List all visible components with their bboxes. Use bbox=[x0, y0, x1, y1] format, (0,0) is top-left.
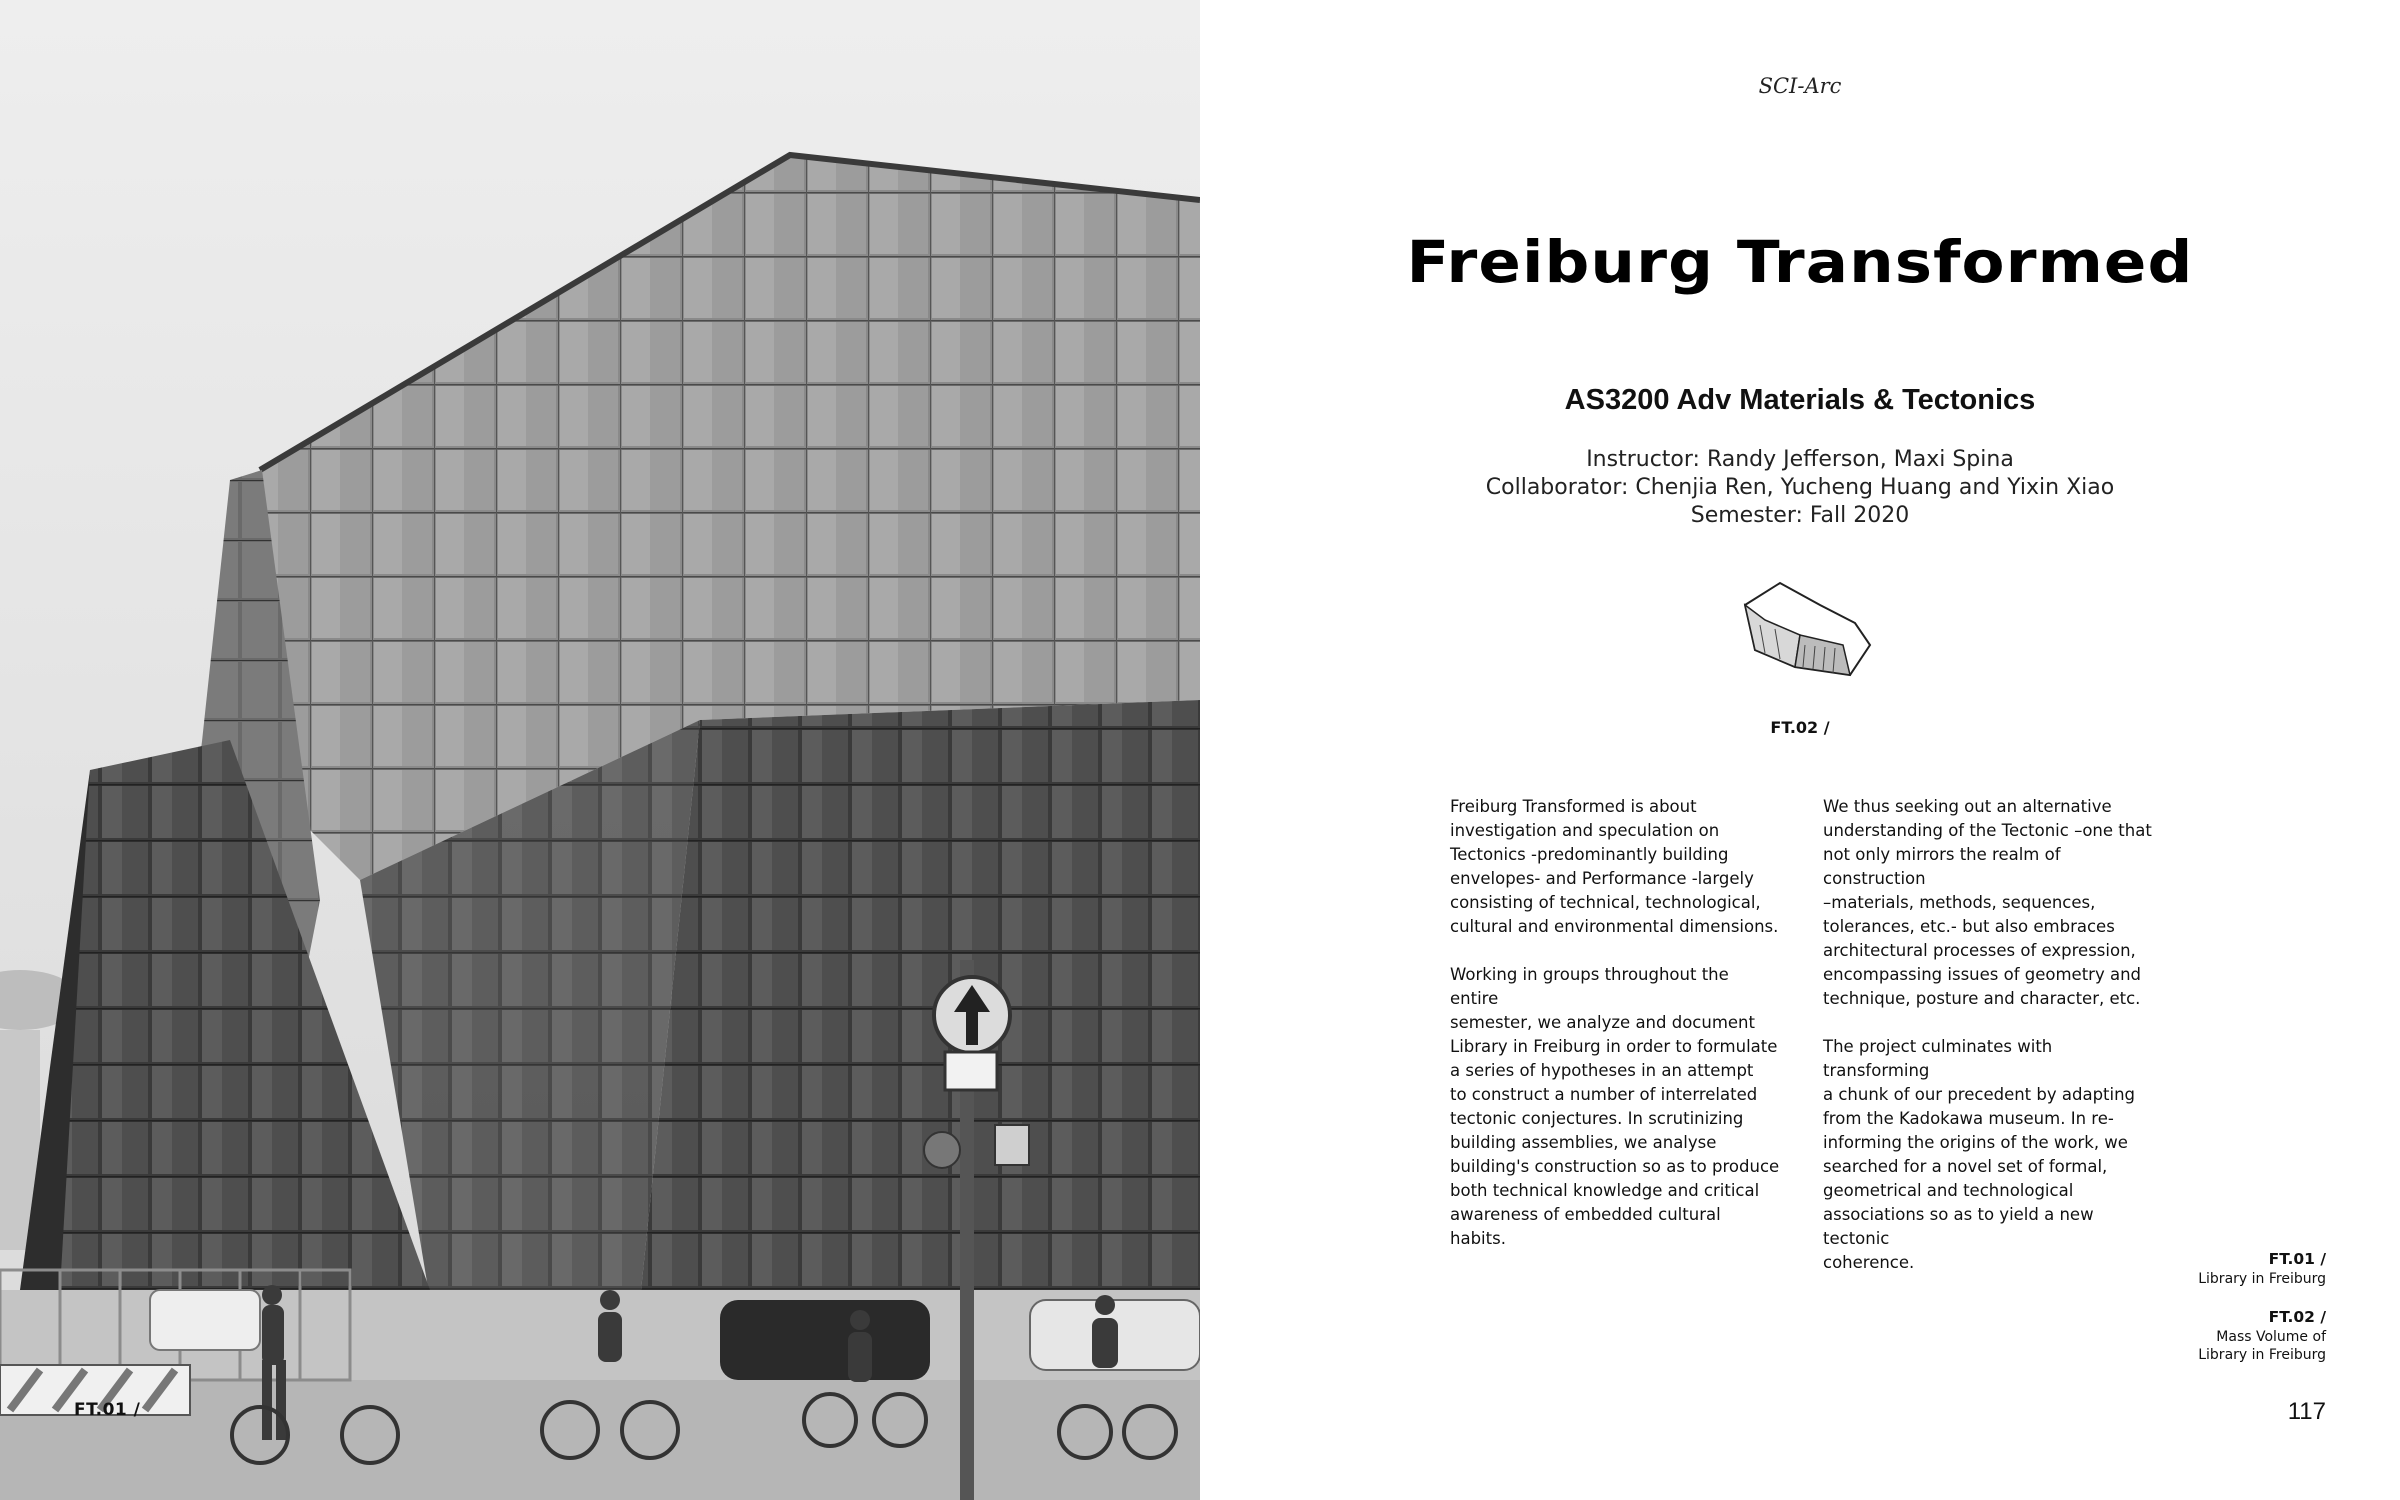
page-number: 117 bbox=[2287, 1398, 2326, 1425]
page-title: Freiburg Transformed bbox=[1406, 228, 2194, 296]
running-head: SCI-Arc bbox=[1758, 74, 1842, 98]
paragraph-method: Working in groups throughout the entire semester, we analyze and document Library in Freiburg in order to formulate a series of hypotheses in an attempt to construct a number of interrelated tectonic conjectures. In scrutinizing building assemblies, we analyse building's construction so as to produce both technical knowledge and critical awareness of embedded cultural habits. bbox=[1450, 965, 1780, 1248]
caption-ft02-text: Mass Volume of Library in Freiburg bbox=[2198, 1329, 2326, 1363]
caption-ft01-number: FT.01 / bbox=[2268, 1250, 2326, 1268]
body-column-left bbox=[1450, 795, 1780, 1275]
collaborator-line: Collaborator: Chenjia Ren, Yucheng Huang and Yixin Xiao bbox=[1485, 475, 2115, 500]
project-credits bbox=[1200, 446, 2400, 530]
semester-line: Semester: Fall 2020 bbox=[1690, 503, 1910, 528]
paragraph-conclusion: The project culminates with transforming a chunk of our precedent by adapting from the Kadokawa museum. In re- informing the origins of the work, we searched for a novel set of formal, geometrical and technological associations so as to yield a new tectonic coherence. bbox=[1823, 1037, 2136, 1272]
text-page bbox=[1200, 0, 2400, 1500]
body-column-right bbox=[1823, 795, 2153, 1299]
paragraph-tectonic: We thus seeking out an alternative understanding of the Tectonic –one that not only mirrors the realm of construction –materials, methods, sequences, tolerances, etc.- but also embraces architectural processes of expression, encompassing issues of geometry and technique, posture and character, etc. bbox=[1823, 797, 2152, 1008]
instructor-line: Instructor: Randy Jefferson, Maxi Spina bbox=[1586, 447, 2014, 472]
caption-ft01-text: Library in Freiburg bbox=[2198, 1271, 2326, 1287]
figure-captions bbox=[2198, 1248, 2326, 1364]
figure-label-ft01: FT.01 / bbox=[74, 1400, 141, 1420]
figure-label-ft02: FT.02 / bbox=[1770, 718, 1830, 737]
caption-ft02-number: FT.02 / bbox=[2268, 1308, 2326, 1326]
mass-volume-figure bbox=[1725, 575, 1885, 695]
paragraph-intro: Freiburg Transformed is about investigation and speculation on Tectonics -predominantly building envelopes- and Performance -largely consisting of technical, technological, cultural and environmental dimensions. bbox=[1450, 797, 1779, 936]
course-title: AS3200 Adv Materials & Tectonics bbox=[1564, 384, 2036, 416]
